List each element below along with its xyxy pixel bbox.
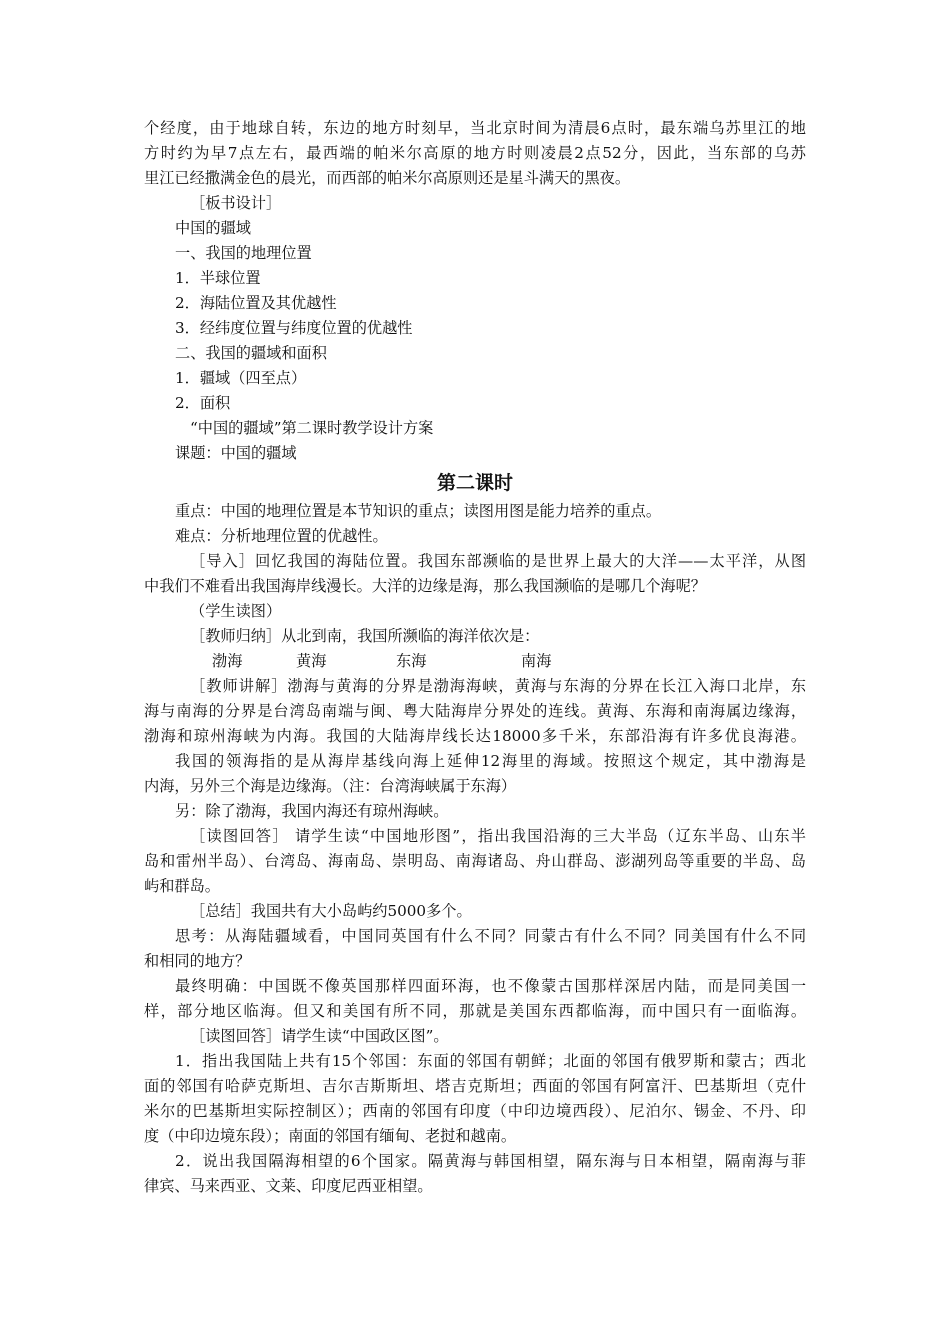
paragraph-line: 1．指出我国陆上共有15个邻国：东面的邻国有朝鲜；北面的邻国有俄罗斯和蒙古；西北 — [175, 1052, 806, 1070]
seas-list — [144, 649, 806, 674]
paragraph-line: 面的邻国有哈萨克斯坦、吉尔吉斯斯坦、塔吉克斯坦；西面的邻国有阿富汗、巴基斯坦（克什 — [144, 1077, 806, 1095]
paragraph-line: 海与南海的分界是台湾岛南端与闽、粤大陆海岸分界处的连线。黄海、东海和南海属边缘海， — [144, 702, 806, 720]
paragraph-line: ［教师归纳］从北到南，我国所濒临的海洋依次是： — [190, 627, 540, 645]
board-item: 1．疆域（四至点） — [175, 369, 307, 387]
paragraph-line: 思考：从海陆疆域看，中国同英国有什么不同？同蒙古有什么不同？同美国有什么不同 — [175, 927, 806, 945]
page-title: 第二课时 — [436, 472, 513, 494]
paragraph-line: 我国的领海指的是从海岸基线向海上延伸12海里的海域。按照这个规定，其中渤海是 — [175, 752, 806, 770]
section-label: ［板书设计］ — [190, 194, 282, 212]
plan-title: “中国的疆域”第二课时教学设计方案 — [190, 419, 434, 437]
key-point: 重点：中国的地理位置是本节知识的重点；读图用图是能力培养的重点。 — [175, 502, 661, 520]
paragraph-line: ［教师讲解］渤海与黄海的分界是渤海海峡，黄海与东海的分界在长江入海口北岸，东 — [190, 677, 806, 695]
board-item: 3．经纬度位置与纬度位置的优越性 — [175, 319, 413, 337]
difficult-point: 难点：分析地理位置的优越性。 — [175, 527, 388, 545]
paragraph-line: 律宾、马来西亚、文莱、印度尼西亚相望。 — [144, 1177, 433, 1195]
paragraph-line: 屿和群岛。 — [144, 877, 220, 895]
board-item: 1．半球位置 — [175, 269, 261, 287]
paragraph-line: 方时约为早7点左右，最西端的帕米尔高原的地方时则凌晨2点52分，因此，当东部的乌苏 — [144, 144, 806, 162]
sea-name: 黄海 — [296, 652, 327, 670]
paragraph-line: 渤海和琼州海峡为内海。我国的大陆海岸线长达18000多千米，东部沿海有许多优良海港。 — [144, 727, 806, 745]
paragraph-line: 另：除了渤海，我国内海还有琼州海峡。 — [175, 802, 449, 820]
paragraph-line: 中我们不难看出我国海岸线漫长。大洋的边缘是海，那么我国濒临的是哪几个海呢？ — [144, 577, 706, 595]
paragraph-line: 和相同的地方？ — [144, 952, 251, 970]
sea-name: 东海 — [396, 652, 427, 670]
paragraph-line: 个经度，由于地球自转，东边的地方时刻早，当北京时间为清晨6点时，最东端乌苏里江的地 — [144, 119, 806, 137]
board-item: 2．海陆位置及其优越性 — [175, 294, 337, 312]
board-item: 2．面积 — [175, 394, 231, 412]
board-item: 二、我国的疆域和面积 — [175, 344, 327, 362]
board-heading: 中国的疆域 — [175, 219, 251, 237]
document-page — [144, 116, 806, 1199]
paragraph-line: （学生读图） — [190, 602, 282, 620]
paragraph-line: 岛和雷州半岛）、台湾岛、海南岛、崇明岛、南海诸岛、舟山群岛、澎湖列岛等重要的半岛、岛 — [144, 852, 806, 870]
paragraph-line: 米尔的巴基斯坦实际控制区）；西南的邻国有印度（中印边境西段）、尼泊尔、锡金、不丹、印 — [144, 1102, 806, 1120]
board-item: 一、我国的地理位置 — [175, 244, 312, 262]
paragraph-line: 内海，另外三个海是边缘海。（注：台湾海峡属于东海） — [144, 777, 517, 795]
sea-name: 渤海 — [212, 652, 243, 670]
paragraph-line: 度（中印边境东段）；南面的邻国有缅甸、老挝和越南。 — [144, 1127, 517, 1145]
paragraph-line: 最终明确：中国既不像英国那样四面环海，也不像蒙古国那样深居内陆，而是同美国一 — [175, 977, 806, 995]
paragraph-line: 样，部分地区临海。但又和美国有所不同，那就是美国东西都临海，而中国只有一面临海。 — [144, 1002, 806, 1020]
lesson-topic: 课题：中国的疆域 — [175, 444, 297, 462]
sea-name: 南海 — [521, 652, 552, 670]
paragraph-line: 里江已经撒满金色的晨光，而西部的帕米尔高原则还是星斗满天的黑夜。 — [144, 169, 630, 187]
paragraph-line: 2．说出我国隔海相望的6个国家。隔黄海与韩国相望，隔东海与日本相望，隔南海与菲 — [175, 1152, 806, 1170]
paragraph-line: ［读图回答］请学生读“中国政区图”。 — [190, 1027, 449, 1045]
paragraph-line: ［导入］回忆我国的海陆位置。我国东部濒临的是世界上最大的大洋——太平洋，从图 — [190, 552, 806, 570]
paragraph-line: ［读图回答］ 请学生读“中国地形图”，指出我国沿海的三大半岛（辽东半岛、山东半 — [190, 827, 806, 845]
paragraph-line: ［总结］我国共有大小岛屿约5000多个。 — [190, 902, 472, 920]
